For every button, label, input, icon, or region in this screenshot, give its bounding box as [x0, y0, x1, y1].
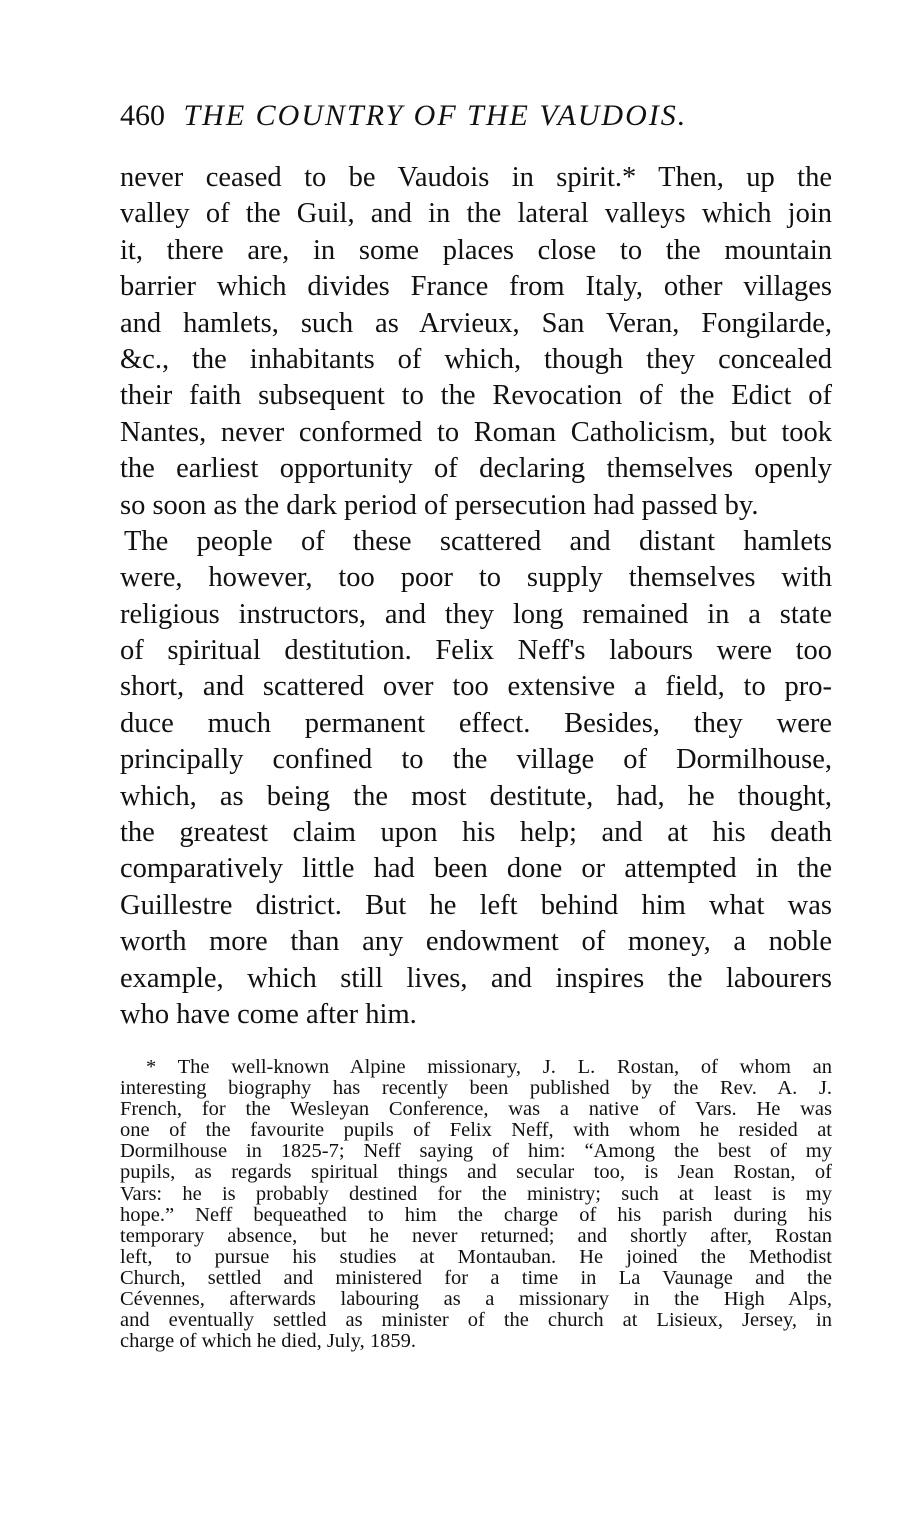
- footnote-line: one of the favourite pupils of Felix Neff, with whom he resided at: [120, 1119, 832, 1142]
- body-line: example, which still lives, and inspires the labourers: [120, 962, 832, 994]
- running-head: [120, 96, 830, 136]
- body-line: comparatively little had been done or attempted in the: [120, 853, 832, 885]
- body-line: it, there are, in some places close to the mountain: [120, 234, 832, 266]
- body-line: religious instructors, and they long remained in a state: [120, 598, 832, 630]
- footnote-line: temporary absence, but he never returned; and shortly after, Rostan: [120, 1224, 832, 1247]
- footnote-line: Cévennes, afterwards labouring as a missionary in the High Alps,: [120, 1288, 832, 1311]
- body-line: and hamlets, such as Arvieux, San Veran, Fongilarde,: [120, 307, 832, 339]
- body-line: principally confined to the village of Dormilhouse,: [120, 744, 832, 776]
- footnote-line: charge of which he died, July, 1859.: [120, 1330, 417, 1353]
- footnote-line: hope.” Neff bequeathed to him the charge of his parish during his: [120, 1203, 832, 1226]
- body-line: never ceased to be Vaudois in spirit.* Then, up the: [120, 162, 832, 193]
- body-line: so soon as the dark period of persecution had passed by.: [120, 489, 759, 521]
- footnote-line: and eventually settled as minister of the church at Lisieux, Jersey, in: [120, 1309, 832, 1332]
- body-line: who have come after him.: [120, 998, 417, 1030]
- body-line: valley of the Guil, and in the lateral valleys which join: [120, 198, 832, 230]
- body-line: Nantes, never conformed to Roman Catholicism, but took: [120, 416, 832, 448]
- body-line: which, as being the most destitute, had, he thought,: [120, 780, 832, 812]
- body-line: the earliest opportunity of declaring themselves openly: [120, 453, 832, 485]
- footnote-line: left, to pursue his studies at Montauban. He joined the Methodist: [120, 1245, 832, 1268]
- body-line: &c., the inhabitants of which, though they concealed: [120, 343, 832, 375]
- footnote-line: Dormilhouse in 1825-7; Neff saying of him: “Among the best of my: [120, 1140, 832, 1163]
- body-line: short, and scattered over too extensive a field, to pro-: [120, 671, 832, 703]
- page-number: 460: [120, 99, 165, 132]
- body-line: duce much permanent effect. Besides, they were: [120, 707, 832, 739]
- body-line: their faith subsequent to the Revocation of the Edict of: [120, 380, 832, 412]
- footnote-line: * The well-known Alpine missionary, J. L. Rostan, of whom an: [146, 1056, 832, 1078]
- footnote-line: interesting biography has recently been published by the Rev. A. J.: [120, 1077, 832, 1100]
- body-line: worth more than any endowment of money, a noble: [120, 926, 832, 958]
- paragraph-start-line: The people of these scattered and distant hamlets: [124, 525, 832, 557]
- footnote-line: French, for the Wesleyan Conference, was a native of Vars. He was: [120, 1098, 832, 1121]
- body-line: the greatest claim upon his help; and at his death: [120, 817, 832, 849]
- body-line: of spiritual destitution. Felix Neff's labours were too: [120, 635, 832, 667]
- footnote-line: pupils, as regards spiritual things and secular too, is Jean Rostan, of: [120, 1161, 832, 1184]
- body-line: Guillestre district. But he left behind him what was: [120, 889, 832, 921]
- body-text: [120, 160, 832, 1033]
- body-line: were, however, too poor to supply themselves with: [120, 562, 832, 594]
- running-title: THE COUNTRY OF THE VAUDOIS.: [183, 99, 688, 132]
- body-line: barrier which divides France from Italy, other villages: [120, 271, 832, 303]
- footnote-line: Church, settled and ministered for a time in La Vaunage and the: [120, 1266, 832, 1289]
- footnote: [120, 1057, 832, 1352]
- footnote-line: Vars: he is probably destined for the ministry; such at least is my: [120, 1182, 832, 1205]
